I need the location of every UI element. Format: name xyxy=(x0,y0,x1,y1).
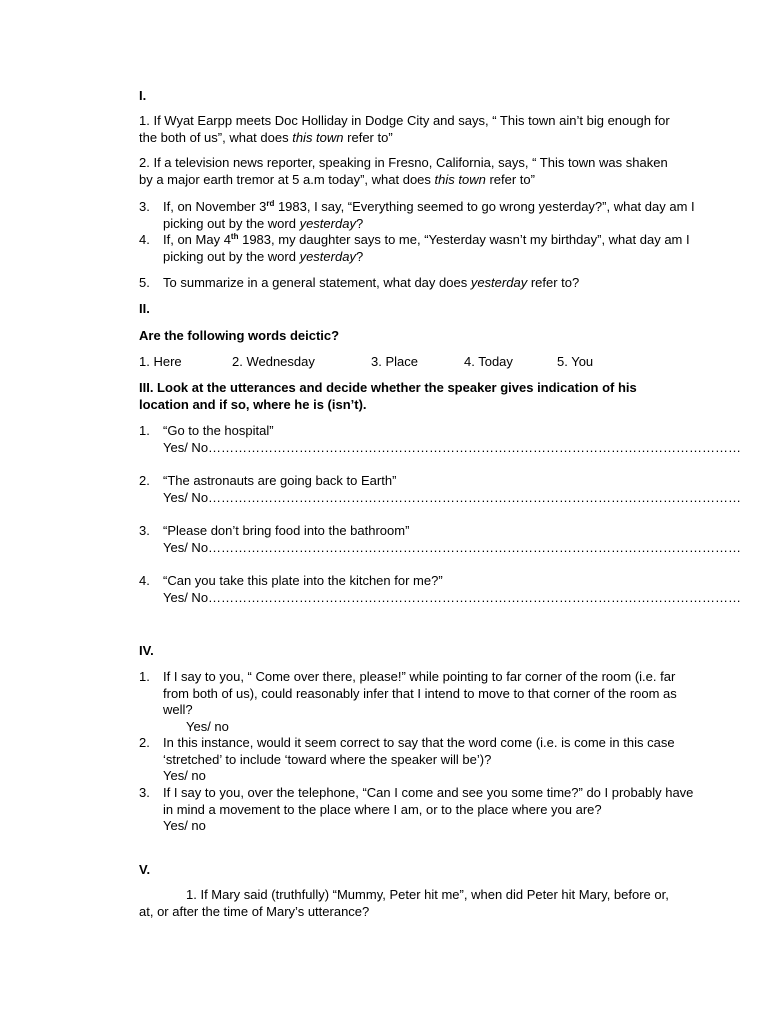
answer-line: Yes/ No…………………………………………………………………………………………………………… xyxy=(163,589,742,605)
section-3-heading: III. Look at the utterances and decide whether the speaker gives indication of his location and if so, where he is (isn’t). xyxy=(139,380,637,412)
question-1-3: 3. If, on November 3rd 1983, I say, “Everything seemed to go wrong yesterday?”, what day am I picking out by the word yesterday? xyxy=(139,199,695,231)
answer-option: Yes/ no xyxy=(163,818,206,833)
question-1-1: 1. If Wyat Earpp meets Doc Holliday in Dodge City and says, “ This town ain’t big enough for the both of us”, what does this town refer to” xyxy=(139,113,670,145)
item-number: 1. xyxy=(139,423,150,438)
section-2-heading: II. xyxy=(139,301,150,316)
utterance-item xyxy=(139,573,742,606)
item-number: 5. xyxy=(139,275,150,290)
item-number: 3. xyxy=(139,199,150,214)
utterance-text: “The astronauts are going back to Earth” xyxy=(163,473,397,488)
question-1-5: 5. To summarize in a general statement, what day does yesterday refer to? xyxy=(139,275,580,290)
item-number: 2. xyxy=(139,735,150,750)
utterance-item xyxy=(139,473,742,506)
utterance-text: “Go to the hospital” xyxy=(163,423,274,438)
utterance-text: “Can you take this plate into the kitchen for me?” xyxy=(163,573,443,588)
answer-option: Yes/ no xyxy=(163,768,206,783)
item-number: 1. xyxy=(139,669,150,684)
question-1-2: 2. If a television news reporter, speaking in Fresno, California, says, “ This town was shaken by a major earth tremor at 5 a.m today”, what does this town refer to” xyxy=(139,155,668,187)
item-number: 2. xyxy=(139,473,150,488)
section-1-heading: I. xyxy=(139,88,147,103)
item-number: 4. xyxy=(139,573,150,588)
question-text: If I say to you, over the telephone, “Can I come and see you some time?” do I probably have in mind a movement to the place where I am, or to the place where you are? xyxy=(163,785,694,817)
utterance-text: “Please don’t bring food into the bathroom” xyxy=(163,523,410,538)
question-text: If I say to you, “ Come over there, please!” while pointing to far corner of the room (i.e. far from both of us), could reasonably infer that I intend to move to that corner of the room as well? xyxy=(163,669,677,717)
word-item: 1. Here xyxy=(139,354,182,369)
item-number: 3. xyxy=(139,785,150,800)
answer-option: Yes/ no xyxy=(186,718,229,734)
question-text: In this instance, would it seem correct to say that the word come (i.e. is come in this case ‘stretched’ to include ‘toward where the speaker will be’)? xyxy=(163,735,675,767)
deictic-word-list xyxy=(139,354,679,371)
item-number: 4. xyxy=(139,232,150,247)
utterance-item xyxy=(139,423,742,456)
question-4-2 xyxy=(139,735,703,785)
question-4-3 xyxy=(139,785,703,835)
section-4-heading: IV. xyxy=(139,643,154,658)
section-5-heading: V. xyxy=(139,862,151,877)
answer-line: Yes/ No…………………………………………………………………………………………………………… xyxy=(163,439,742,455)
word-item: 3. Place xyxy=(371,354,418,369)
utterance-item xyxy=(139,523,742,556)
word-item: 2. Wednesday xyxy=(232,354,315,369)
question-5-1: 1. If Mary said (truthfully) “Mummy, Peter hit me”, when did Peter hit Mary, before or, at, or after the time of Mary’s utterance? xyxy=(139,887,669,919)
word-item: 4. Today xyxy=(464,354,513,369)
question-4-1 xyxy=(139,669,703,735)
question-1-4: 4. If, on May 4th 1983, my daughter says to me, “Yesterday wasn’t my birthday”, what day am I picking out by the word yesterday? xyxy=(139,232,690,264)
answer-line: Yes/ No…………………………………………………………………………………………………………… xyxy=(163,539,742,555)
answer-line: Yes/ No…………………………………………………………………………………………………………… xyxy=(163,489,742,505)
item-number: 3. xyxy=(139,523,150,538)
word-item: 5. You xyxy=(557,354,594,369)
section-2-question: Are the following words deictic? xyxy=(139,328,340,343)
